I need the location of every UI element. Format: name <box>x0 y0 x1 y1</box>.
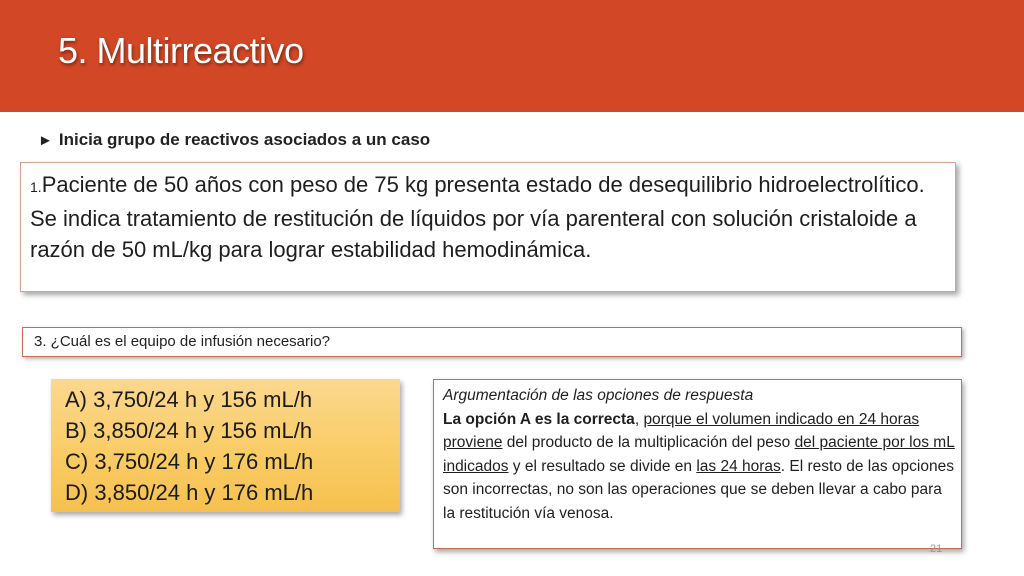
pointer-arrow-icon: ► <box>38 132 53 149</box>
option-c: C) 3,750/24 h y 176 mL/h <box>65 449 314 474</box>
subtitle-text: Inicia grupo de reactivos asociados a un caso <box>58 130 431 149</box>
answer-options <box>51 379 400 512</box>
option-a: A) 3,750/24 h y 156 mL/h <box>65 387 313 412</box>
option-d: D) 3,850/24 h y 176 mL/h <box>65 480 314 505</box>
argument-box <box>433 379 962 549</box>
argument-body <box>443 408 955 526</box>
argument-separator: , <box>634 410 644 428</box>
case-text: Paciente de 50 años con peso de 75 kg presenta estado de desequilibrio hidroelectrolítico. Se indica tratamiento de restitución de líquidos por vía parenteral con solución cristaloide a razón de 50 mL/kg para lograr estabilidad hemodinámica. <box>30 172 925 262</box>
case-box <box>20 162 956 292</box>
question-text: 3. ¿Cuál es el equipo de infusión necesario? <box>34 333 331 350</box>
argument-underlined-2: del paciente por los mL indicados <box>443 434 955 475</box>
slide-subtitle <box>38 130 430 150</box>
title-bar <box>0 0 1024 112</box>
argument-underlined-1: porque el volumen indicado en 24 horas proviene <box>443 410 920 451</box>
slide-title: 5. Multirreactivo <box>58 30 304 71</box>
correct-answer-statement: La opción A es la correcta <box>443 410 635 428</box>
argument-text-1: del producto de la multiplicación del peso <box>502 434 795 451</box>
question-box <box>22 327 962 357</box>
argument-text-2: y el resultado se divide en <box>508 457 697 475</box>
argument-underlined-3: las 24 horas <box>696 457 781 475</box>
case-number: 1. <box>30 179 42 195</box>
option-b: B) 3,850/24 h y 156 mL/h <box>65 418 313 443</box>
argument-text-3: . El resto de las opciones son incorrectas, no son las operaciones que se deben llevar a cabo para la restitución vía venosa. <box>443 457 954 522</box>
page-number: 21 <box>930 543 943 555</box>
argument-heading: Argumentación de las opciones de respuesta <box>443 387 754 404</box>
